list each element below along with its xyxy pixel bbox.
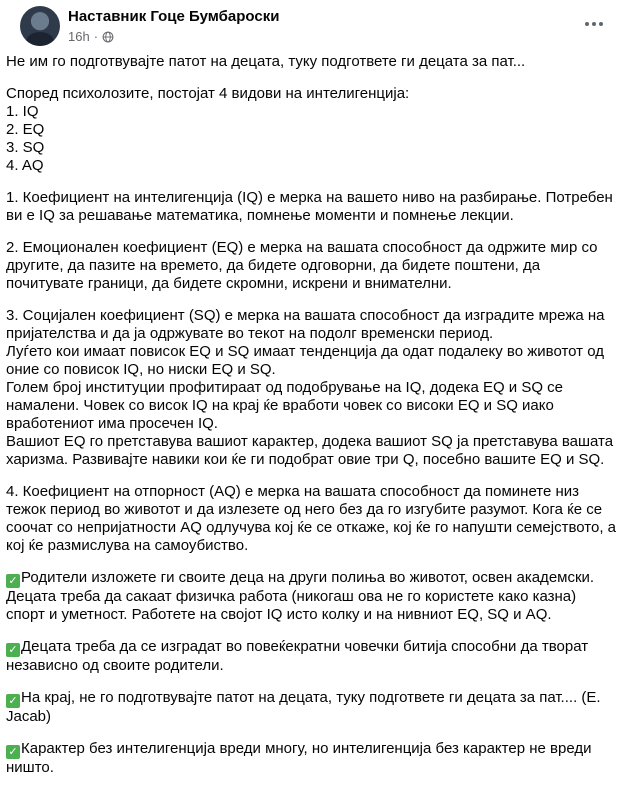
post-paragraph	[6, 53, 618, 71]
post-paragraph	[6, 239, 618, 293]
paragraph-text: 3. Социјален коефициент (SQ) е мерка на вашата способност да изградите мрежа на пријателства и да ја одржувате во текот на подолг временски период. Луѓето кои имаат повисок EQ и SQ имаат тенденција да одат подалеку во животот од оние со повисок IQ, но ниски EQ и SQ. Голем број институции профитираат од подобрување на IQ, додека EQ и SQ се намалени. Човек со висок IQ на крај ќе вработи човек со високи EQ и SQ иако вработениот има просечен IQ. Вашиот EQ го претставува вашиот карактер, додека вашиот SQ ја претставува вашата харизма. Развивајте навики кои ќе ги подобрат овие три Q, посебно вашите EQ и SQ.	[6, 307, 614, 468]
post-paragraph	[6, 638, 618, 675]
post-time[interactable]: 16h	[68, 29, 90, 44]
paragraph-text: 1. Коефициент на интелигенција (IQ) е мерка на вашето ниво на разбирање. Потребен ви е IQ за решавање математика, помнење моменти и помнење лекции.	[6, 189, 618, 224]
post-meta	[68, 29, 114, 44]
check-mark-icon: ✓	[6, 643, 20, 657]
paragraph-text: Не им го подготвувајте патот на децата, туку подгответе ги децата за пат...	[6, 53, 526, 70]
paragraph-text: Според психолозите, постојат 4 видови на интелигенција: 1. IQ 2. EQ 3. SQ 4. AQ	[6, 85, 410, 174]
more-options-icon[interactable]	[580, 10, 608, 38]
post-body	[6, 53, 621, 791]
post-paragraph	[6, 483, 621, 555]
post-paragraph	[6, 740, 618, 777]
globe-icon	[102, 31, 114, 43]
check-mark-icon: ✓	[6, 694, 20, 708]
paragraph-text: 4. Коефициент на отпорност (AQ) е мерка на вашата способност да поминете низ тежок период во животот и да излезете од него без да го изгубите разумот. Кога ќе се соочат со непријатности AQ одлучува кој ќе се откаже, кој ќе го напушти семејството, а кој ќе размислува на самоубиство.	[6, 483, 621, 554]
post-paragraph	[6, 189, 618, 225]
author-name[interactable]: Наставник Гоце Бумбароски	[68, 8, 280, 25]
post-paragraph	[6, 85, 618, 175]
paragraph-text: На крај, не го подготвувајте патот на децата, туку подгответе ги децата за пат.... (E. Jacab)	[6, 689, 605, 725]
check-mark-icon: ✓	[6, 574, 20, 588]
paragraph-text: 2. Емоционален коефициент (EQ) е мерка на вашата способност да одржите мир со другите, да пазите на времето, да бидете одговорни, да бидете поштени, да почитувате граници, да бидете скромни, искрени и внимателни.	[6, 239, 602, 292]
post-paragraph	[6, 307, 618, 469]
author-avatar[interactable]	[20, 6, 60, 46]
post-paragraph	[6, 689, 618, 726]
check-mark-icon: ✓	[6, 745, 20, 759]
paragraph-text: Родители изложете ги своите деца на други полиња во животот, освен академски. Децата треба да сакаат физичка работа (никогаш ова не го користете како казна) спорт и уметност. Работете на својот IQ исто колку и на нивниот EQ, SQ и AQ.	[6, 569, 599, 623]
paragraph-text: Карактер без интелигенција вреди многу, но интелигенција без карактер не вреди ништо.	[6, 740, 596, 776]
post-header	[10, 0, 620, 50]
meta-separator: ·	[93, 29, 99, 44]
post-paragraph	[6, 569, 618, 624]
paragraph-text: Децата треба да се изградат во повеќекратни човечки битија способни да творат независно од своите родители.	[6, 638, 593, 674]
